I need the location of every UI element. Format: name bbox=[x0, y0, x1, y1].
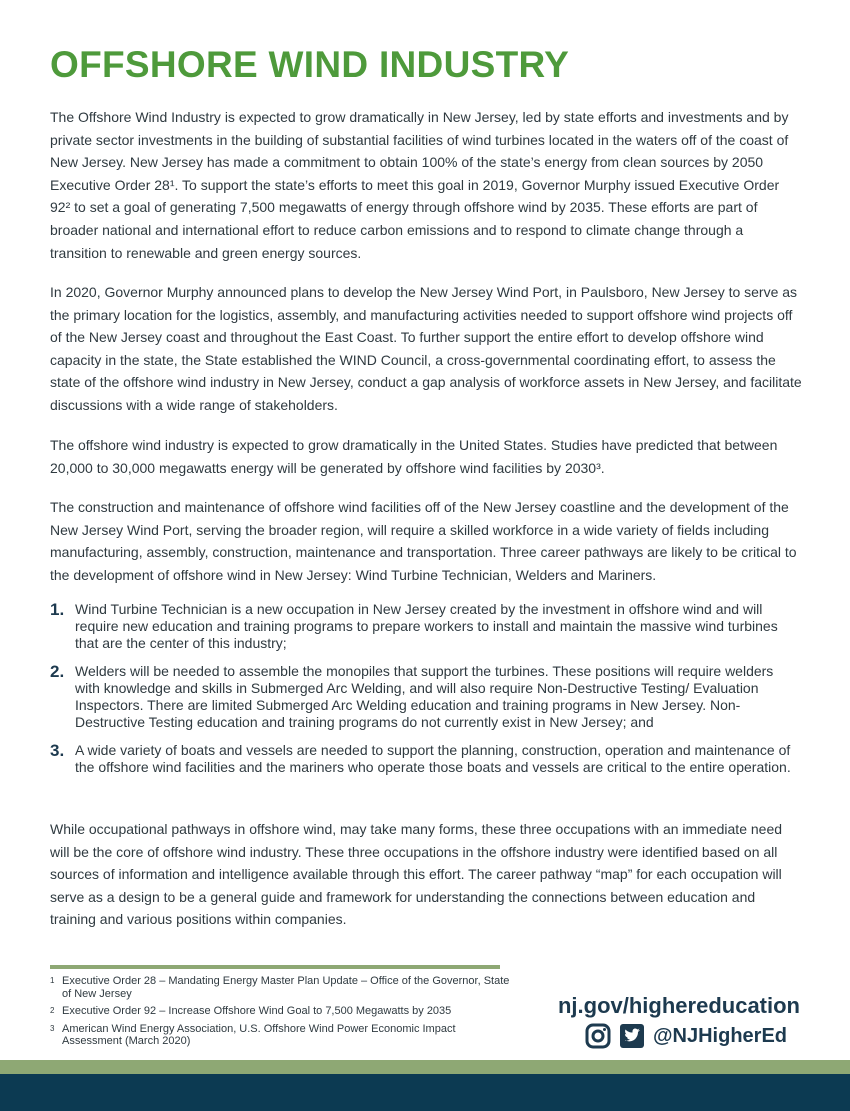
list-number: 1. bbox=[50, 600, 65, 619]
intro-paragraph: The Offshore Wind Industry is expected to grow dramatically in New Jersey, led by state efforts and investments and by private sector investments in the building of substantial facilities of wind turbines located in the waters off of the coast of New Jersey. New Jersey has made a commitment to obtain 100% of the state’s energy from clean sources by 2050 Executive Order 28¹. To support the state’s efforts to meet this goal in 2019, Governor Murphy issued Executive Order 92² to set a goal of generating 7,500 megawatts of energy through offshore wind by 2035. These efforts are part of broader national and international effort to reduce carbon emissions and to respond to climate change through a transition to renewable and green energy sources. bbox=[50, 109, 789, 261]
list-item bbox=[50, 742, 802, 776]
footnote-text: American Wind Energy Association, U.S. Offshore Wind Power Economic Impact Assessment (March 2020) bbox=[62, 1022, 456, 1047]
list-text: A wide variety of boats and vessels are needed to support the planning, construction, operation and maintenance of the offshore wind facilities and the mariners who operate those boats and vessels are critical to the entire operation. bbox=[75, 742, 791, 775]
twitter-icon[interactable] bbox=[619, 1023, 645, 1049]
footer-green-band bbox=[0, 1060, 850, 1074]
footnote-number: 1 bbox=[50, 976, 55, 985]
footnote bbox=[50, 1005, 510, 1018]
footnote bbox=[50, 1023, 510, 1048]
conclusion-paragraph: While occupational pathways in offshore wind, may take many forms, these three occupations with an immediate need will be the core of offshore wind industry. These three occupations in the offshore industry were identified based on all sources of information and intelligence available through this effort. The career pathway “map” for each occupation will serve as a design to be a general guide and framework for understanding the connections between education and training and various positions within companies. bbox=[50, 821, 783, 928]
growth-paragraph: The offshore wind industry is expected to grow dramatically in the United States. Studies have predicted that between 20,000 to 30,000 megawatts energy will be generated by offshore wind facilities by 2030³. bbox=[50, 437, 778, 476]
website-link[interactable]: nj.gov/highereducation bbox=[557, 993, 800, 1018]
social-links bbox=[585, 1023, 787, 1049]
list-number: 2. bbox=[50, 662, 65, 681]
footnote-text: Executive Order 92 – Increase Offshore Wind Goal to 7,500 Megawatts by 2035 bbox=[62, 1005, 452, 1017]
footnote-text: Executive Order 28 – Mandating Energy Master Plan Update – Office of the Governor, State of New Jersey bbox=[62, 975, 510, 1000]
page-title: OFFSHORE WIND INDUSTRY bbox=[50, 44, 570, 85]
footer-navy-band bbox=[0, 1074, 850, 1111]
career-pathways-list bbox=[50, 601, 802, 787]
list-item bbox=[50, 601, 802, 652]
footnote bbox=[50, 975, 510, 1000]
footnotes bbox=[50, 975, 510, 1053]
workforce-paragraph: The construction and maintenance of offshore wind facilities off of the New Jersey coastline and the development of the New Jersey Wind Port, serving the broader region, will require a skilled workforce in a wide variety of fields including manufacturing, assembly, construction, maintenance and transportation. Three career pathways are likely to be critical to the development of offshore wind in New Jersey: Wind Turbine Technician, Welders and Mariners. bbox=[50, 499, 797, 583]
footnote-number: 3 bbox=[50, 1023, 55, 1033]
list-text: Welders will be needed to assemble the monopiles that support the turbines. These positions will require welders with knowledge and skills in Submerged Arc Welding, and will also require Non-Destructive Testing/ Evaluation Inspectors. There are limited Submerged Arc Welding education and training programs in New Jersey. Non-Destructive Testing education and training programs do not currently exist in New Jersey; and bbox=[75, 663, 774, 730]
social-handle[interactable]: @NJHigherEd bbox=[653, 1024, 787, 1047]
footnote-divider bbox=[50, 965, 500, 969]
footnote-number: 2 bbox=[50, 1006, 55, 1015]
instagram-icon[interactable] bbox=[585, 1023, 611, 1049]
list-item bbox=[50, 663, 802, 731]
list-text: Wind Turbine Technician is a new occupation in New Jersey created by the investment in offshore wind and will require new education and training programs to prepare workers to install and maintain the massive wind turbines that are the center of this industry; bbox=[75, 601, 778, 651]
wind-port-paragraph: In 2020, Governor Murphy announced plans to develop the New Jersey Wind Port, in Paulsboro, New Jersey to serve as the primary location for the logistics, assembly, and manufacturing activities needed to support offshore wind projects off of the New Jersey coast and throughout the East Coast. To further support the entire effort to develop offshore wind capacity in the state, the State established the WIND Council, a cross-governmental coordinating effort, to assess the state of the offshore wind industry in New Jersey, conduct a gap analysis of workforce assets in New Jersey, and facilitate discussions with a wide range of stakeholders. bbox=[50, 284, 802, 413]
list-number: 3. bbox=[50, 741, 65, 760]
